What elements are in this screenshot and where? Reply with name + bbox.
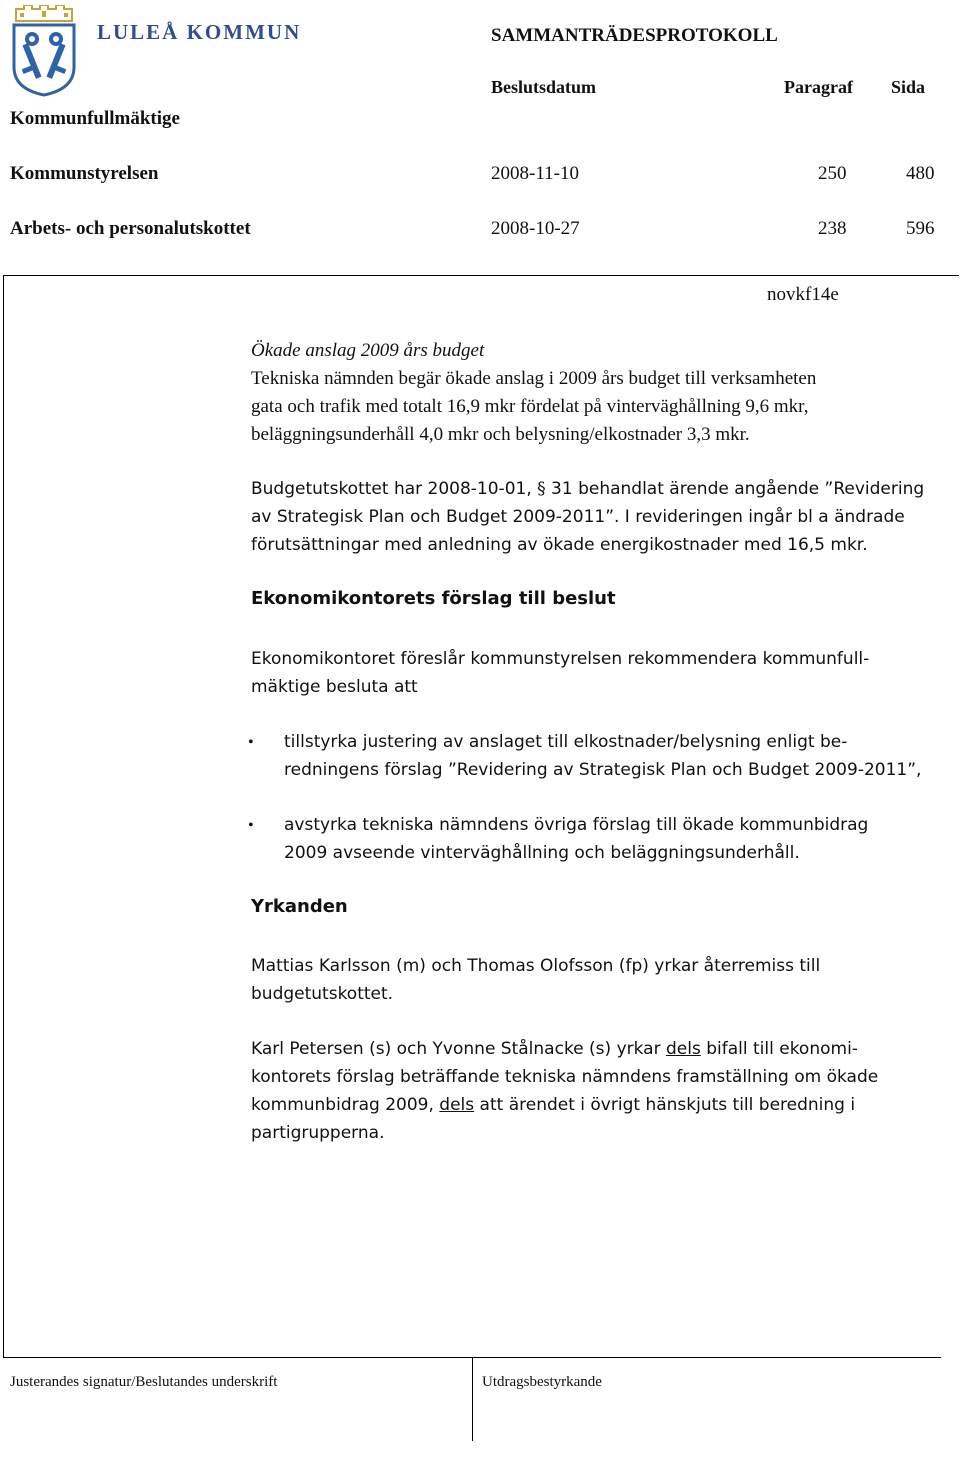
motion-text: kommunbidrag 2009, bbox=[251, 1095, 440, 1115]
budget-text: Budgetutskottet har 2008-10-01, bbox=[251, 479, 538, 499]
motion-text: bifall till ekonomi- bbox=[700, 1039, 858, 1059]
header-row-page: 480 bbox=[906, 163, 935, 184]
intro-line: Tekniska nämnden begär ökade anslag i 2009 års budget till verksamheten bbox=[251, 368, 817, 389]
proposal-heading: Ekonomikontorets förslag till beslut bbox=[251, 588, 616, 609]
header-row-date: 2008-10-27 bbox=[491, 218, 580, 239]
bullet-line: tillstyrka justering av anslaget till elkostnader/belysning enligt be- bbox=[284, 732, 848, 752]
motion-line: budgetutskottet. bbox=[251, 984, 394, 1004]
bullet-icon: • bbox=[248, 817, 254, 834]
section-sign: § bbox=[537, 479, 546, 499]
footer-column-divider bbox=[472, 1357, 473, 1441]
proposal-intro bbox=[251, 645, 951, 701]
proposal-intro-line: mäktige besluta att bbox=[251, 677, 418, 697]
header-row-date: 2008-11-10 bbox=[491, 163, 579, 184]
motion-paragraph bbox=[251, 1035, 951, 1147]
budget-line: förutsättningar med anledning av ökade energikostnader med 16,5 mkr. bbox=[251, 535, 868, 555]
header-row-paragraph: 250 bbox=[818, 163, 847, 184]
lulea-coat-of-arms-icon bbox=[10, 5, 78, 97]
motion-line bbox=[251, 1091, 951, 1119]
header-row-body: Arbets- och personalutskottet bbox=[10, 218, 251, 239]
column-header-paragraph: Paragraf bbox=[784, 77, 853, 97]
organization-name: LULEÅ KOMMUN bbox=[97, 20, 302, 44]
motion-text: Karl Petersen (s) och Yvonne Stålnacke (s) yrkar bbox=[251, 1039, 666, 1059]
bullet-item bbox=[284, 728, 960, 784]
intro-line: gata och trafik med totalt 16,9 mkr fördelat på vinterväghållning 9,6 mkr, bbox=[251, 396, 809, 417]
reference-code: novkf14e bbox=[767, 284, 839, 305]
motions-heading: Yrkanden bbox=[251, 896, 348, 917]
proposal-intro-line: Ekonomikontoret föreslår kommunstyrelsen rekommendera kommunfull- bbox=[251, 649, 870, 669]
intro-line: beläggningsunderhåll 4,0 mkr och belysning/elkostnader 3,3 mkr. bbox=[251, 424, 750, 445]
motion-line: kontorets förslag beträffande tekniska nämndens framställning om ökade bbox=[251, 1067, 879, 1087]
document-type: SAMMANTRÄDESPROTOKOLL bbox=[491, 25, 778, 46]
bullet-icon: • bbox=[248, 734, 254, 751]
motion-emphasis: dels bbox=[439, 1095, 475, 1115]
motion-emphasis: dels bbox=[665, 1039, 701, 1059]
bullet-line: 2009 avseende vinterväghållning och beläggningsunderhåll. bbox=[284, 843, 800, 863]
certification-label: Utdragsbestyrkande bbox=[482, 1374, 602, 1390]
intro-paragraph bbox=[251, 337, 951, 449]
motion-line: Mattias Karlsson (m) och Thomas Olofsson (fp) yrkar återremiss till bbox=[251, 956, 821, 976]
motion-line: partigrupperna. bbox=[251, 1123, 385, 1143]
budget-text: 31 behandlat ärende angående ”Revidering bbox=[545, 479, 925, 499]
header-row-paragraph: 238 bbox=[818, 218, 847, 239]
budget-paragraph bbox=[251, 475, 951, 559]
motion-paragraph bbox=[251, 952, 951, 1008]
signature-label: Justerandes signatur/Beslutandes underskrift bbox=[10, 1374, 278, 1390]
intro-title: Ökade anslag 2009 års budget bbox=[251, 340, 485, 361]
column-header-date: Beslutsdatum bbox=[491, 77, 597, 97]
bullet-item bbox=[284, 811, 960, 867]
motion-text: att ärendet i övrigt hänskjuts till beredning i bbox=[474, 1095, 856, 1115]
header-row-body: Kommunstyrelsen bbox=[10, 163, 159, 184]
bullet-line: avstyrka tekniska nämndens övriga förslag till ökade kommunbidrag bbox=[284, 815, 869, 835]
header-row-page: 596 bbox=[906, 218, 935, 239]
header-row-body: Kommunfullmäktige bbox=[10, 108, 180, 129]
budget-line bbox=[251, 475, 951, 503]
bullet-line: redningens förslag ”Revidering av Strategisk Plan och Budget 2009-2011”, bbox=[284, 760, 922, 780]
budget-line: av Strategisk Plan och Budget 2009-2011”. I revideringen ingår bl a ändrade bbox=[251, 507, 905, 527]
column-header-page: Sida bbox=[891, 77, 926, 97]
motion-line bbox=[251, 1035, 951, 1063]
